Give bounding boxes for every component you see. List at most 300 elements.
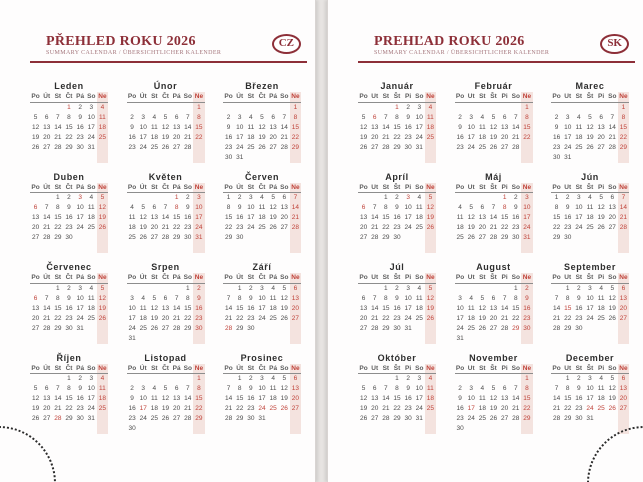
day-cell: 8 [395, 113, 399, 121]
page-subtitle-sk: SUMMARY CALENDAR / ÜBERSICHTLICHER KALENDER [374, 50, 550, 56]
day-cell: 7 [226, 294, 231, 302]
sk-month-12 [551, 352, 629, 435]
day-header-cell: Pá [76, 364, 85, 372]
day-cell [256, 243, 267, 253]
day-cell: 24 [467, 415, 475, 422]
day-cell: 6 [610, 194, 615, 201]
day-cell [138, 374, 149, 385]
day-cell [499, 102, 510, 113]
day-cell [551, 243, 562, 253]
day-cell: 6 [361, 204, 366, 211]
day-cell: 9 [67, 204, 71, 211]
day-cell: 24 [247, 224, 255, 231]
day-header-cell: Po [224, 183, 233, 191]
day-cell [425, 424, 436, 434]
sk-month-10 [358, 352, 436, 435]
day-cell: 11 [478, 395, 486, 402]
day-header-cell: Po [224, 274, 233, 282]
month-name: Únor [153, 81, 178, 91]
day-header-cell: Pi [403, 183, 414, 193]
day-cell [63, 243, 74, 253]
day-cell: 26 [586, 143, 594, 151]
day-cell [127, 283, 138, 294]
day-cell: 1 [193, 102, 204, 113]
day-cell: 10 [139, 123, 147, 131]
day-cell: 19 [359, 405, 368, 412]
day-cell: 7 [554, 294, 559, 302]
day-cell: 20 [150, 224, 158, 231]
day-cell: 28 [608, 143, 616, 151]
sk-month-4 [358, 171, 436, 254]
day-cell: 15 [552, 214, 561, 221]
day-cell: 22 [552, 224, 561, 231]
day-cell: 2 [406, 375, 410, 382]
day-cell: 12 [280, 294, 288, 302]
day-cell: 25 [98, 133, 107, 141]
day-cell: 29 [393, 143, 401, 151]
day-cell: 2 [521, 283, 532, 294]
day-cell: 30 [575, 415, 583, 422]
day-cell: 11 [150, 123, 158, 131]
day-cell: 8 [513, 294, 518, 302]
day-cell: 7 [185, 113, 190, 121]
day-cell: 14 [54, 123, 62, 131]
day-cell [425, 233, 436, 243]
day-cell: 16 [76, 123, 84, 131]
day-cell: 28 [54, 143, 62, 151]
day-cell [551, 102, 562, 113]
day-cell: 26 [280, 405, 288, 412]
day-header-cell: Ne [426, 183, 435, 191]
month-name: Jún [581, 171, 599, 182]
day-cell: 11 [425, 384, 436, 394]
day-cell [358, 102, 369, 113]
day-cell: 21 [382, 405, 390, 412]
day-cell [127, 193, 138, 204]
day-cell: 6 [271, 113, 275, 121]
day-cell: 25 [258, 224, 266, 231]
day-header-cell: Št [488, 183, 499, 193]
day-cell [403, 153, 414, 163]
day-header-cell: St [245, 364, 256, 374]
day-cell: 19 [426, 214, 435, 221]
day-cell: 10 [575, 204, 583, 211]
day-cell: 28 [619, 224, 628, 231]
day-cell: 19 [489, 133, 498, 141]
day-cell: 12 [608, 294, 616, 302]
day-header-cell: Ut [369, 92, 380, 102]
day-cell: 1 [618, 102, 629, 113]
day-cell [223, 334, 234, 344]
day-header-cell: Št [488, 364, 499, 374]
corner-perforation-arc [587, 426, 643, 482]
day-cell: 24 [258, 314, 266, 322]
day-header-cell: St [149, 364, 160, 374]
day-cell: 5 [361, 113, 366, 121]
day-cell [499, 283, 510, 294]
month-name: Apríl [385, 171, 409, 182]
day-cell: 13 [161, 304, 170, 312]
day-cell: 5 [33, 113, 38, 121]
day-cell [193, 143, 204, 153]
day-cell: 26 [98, 224, 107, 231]
day-cell: 8 [384, 204, 388, 211]
day-cell: 17 [139, 133, 147, 141]
day-cell: 24 [456, 324, 464, 332]
day-cell: 9 [226, 123, 231, 131]
day-cell: 17 [128, 314, 136, 322]
day-header-cell: So [511, 183, 520, 191]
day-cell: 5 [491, 385, 496, 392]
day-cell [488, 102, 499, 113]
day-header-cell: Ne [522, 183, 532, 191]
day-cell: 3 [417, 375, 422, 382]
day-cell: 17 [467, 405, 475, 412]
day-cell [369, 243, 380, 253]
day-cell: 10 [467, 123, 475, 131]
day-header-cell: Po [359, 274, 368, 282]
day-cell: 30 [523, 324, 531, 332]
sk-month-11 [455, 352, 533, 435]
day-cell: 17 [415, 395, 423, 402]
day-cell: 30 [195, 324, 203, 332]
day-cell: 15 [393, 123, 401, 131]
day-cell: 24 [467, 143, 475, 151]
day-cell [477, 153, 488, 163]
day-cell: 24 [523, 224, 531, 231]
day-cell [607, 324, 618, 334]
day-cell [223, 243, 234, 253]
day-cell: 13 [619, 294, 628, 302]
day-cell [466, 243, 477, 253]
day-header-cell: So [183, 183, 192, 191]
day-cell: 10 [139, 395, 147, 402]
day-cell: 2 [395, 194, 399, 201]
day-header-cell: Pá [76, 183, 85, 191]
day-cell: 14 [501, 304, 509, 312]
day-cell [182, 243, 193, 253]
day-header-cell: Út [41, 364, 52, 374]
day-cell [245, 424, 256, 434]
day-cell [562, 102, 573, 113]
day-cell: 6 [282, 194, 287, 201]
day-cell [466, 102, 477, 113]
day-cell [223, 283, 234, 294]
day-cell: 5 [97, 283, 108, 294]
day-cell: 23 [523, 314, 531, 322]
day-cell: 4 [469, 294, 474, 302]
day-cell [455, 102, 466, 113]
day-cell: 2 [67, 284, 71, 292]
day-cell: 17 [87, 123, 95, 131]
day-cell [358, 243, 369, 253]
day-cell: 17 [586, 304, 594, 312]
day-cell: 4 [89, 284, 94, 292]
day-header-cell: So [87, 183, 96, 191]
day-cell [234, 334, 245, 344]
day-cell [41, 334, 52, 344]
day-cell: 17 [575, 214, 583, 221]
day-cell: 29 [523, 415, 531, 422]
day-cell [358, 424, 369, 434]
day-cell: 24 [586, 314, 594, 322]
day-cell [149, 243, 160, 253]
day-header-cell: Čt [160, 364, 171, 374]
day-header-cell: Ut [466, 183, 477, 193]
day-cell: 20 [161, 314, 170, 322]
day-cell: 9 [458, 123, 462, 131]
day-cell: 3 [469, 113, 474, 121]
day-header-cell: Pá [172, 93, 181, 101]
day-header-cell: Čt [63, 183, 74, 193]
month-name: Březen [245, 81, 279, 91]
day-cell [160, 193, 171, 204]
month-name: Máj [485, 171, 502, 182]
day-cell [466, 283, 477, 294]
month-name: Duben [53, 171, 85, 182]
day-cell: 6 [618, 283, 629, 294]
day-cell: 7 [290, 193, 301, 204]
day-cell: 21 [161, 224, 170, 231]
day-cell: 16 [236, 214, 244, 221]
day-cell: 9 [249, 385, 253, 392]
day-cell: 28 [552, 324, 561, 332]
day-cell: 28 [489, 234, 498, 241]
day-cell: 2 [78, 375, 82, 382]
day-header-cell: St [245, 273, 256, 283]
day-cell: 30 [512, 234, 520, 241]
day-cell: 2 [458, 113, 462, 121]
day-cell: 25 [87, 314, 95, 322]
day-cell: 27 [371, 415, 379, 422]
day-cell: 27 [173, 143, 181, 151]
day-cell: 5 [152, 294, 157, 302]
day-header-cell: Pi [596, 92, 607, 102]
day-cell: 8 [67, 385, 71, 392]
day-cell: 20 [619, 395, 628, 402]
day-cell: 15 [291, 123, 300, 131]
day-header-cell: Po [31, 364, 40, 372]
day-cell [618, 233, 629, 243]
day-header-cell: So [511, 93, 520, 101]
day-cell [86, 324, 97, 334]
day-header-cell: Po [359, 364, 368, 372]
day-cell: 19 [150, 314, 158, 322]
day-header-cell: Ne [291, 93, 300, 101]
day-cell [425, 143, 436, 153]
day-cell: 27 [31, 324, 40, 332]
day-cell: 24 [139, 143, 147, 151]
day-cell: 16 [575, 304, 583, 312]
day-cell: 15 [564, 304, 572, 312]
day-cell: 30 [65, 324, 73, 332]
day-cell [358, 283, 369, 294]
day-cell: 25 [87, 224, 95, 231]
day-cell: 12 [31, 395, 40, 402]
day-cell: 20 [619, 304, 628, 312]
day-cell: 12 [597, 204, 605, 211]
day-cell [358, 153, 369, 163]
day-cell: 14 [552, 304, 561, 312]
day-cell: 29 [382, 324, 390, 332]
day-header-cell: So [183, 364, 192, 372]
day-cell: 24 [87, 405, 95, 412]
day-header-cell: Pi [403, 92, 414, 102]
day-header-cell: Pi [596, 183, 607, 193]
day-cell: 24 [415, 133, 423, 141]
day-cell: 19 [269, 214, 277, 221]
day-header-cell: Št [584, 273, 595, 283]
day-cell [391, 334, 402, 344]
day-cell [488, 424, 499, 434]
day-cell: 18 [258, 214, 266, 221]
day-cell [97, 233, 108, 243]
day-cell: 28 [382, 415, 390, 422]
day-cell: 8 [56, 294, 60, 302]
day-cell: 16 [512, 214, 520, 221]
day-cell [279, 334, 290, 344]
day-header-cell: St [149, 183, 160, 193]
day-cell: 29 [54, 324, 62, 332]
day-cell: 15 [564, 395, 572, 402]
day-cell: 16 [523, 304, 531, 312]
day-cell [425, 414, 436, 424]
day-cell: 15 [512, 304, 520, 312]
day-cell: 17 [586, 395, 594, 402]
day-cell [369, 283, 380, 294]
day-cell: 18 [415, 214, 423, 221]
day-cell: 1 [226, 194, 231, 201]
day-cell [160, 102, 171, 113]
day-header-cell: Št [391, 273, 402, 283]
day-cell: 6 [33, 204, 38, 211]
day-cell [160, 334, 171, 344]
day-cell: 12 [98, 204, 107, 211]
day-cell: 6 [502, 385, 507, 392]
day-cell [499, 334, 510, 344]
day-cell: 3 [130, 294, 134, 302]
day-cell: 28 [54, 415, 62, 422]
day-cell: 7 [491, 204, 496, 211]
day-cell [551, 424, 562, 434]
day-cell: 5 [469, 204, 474, 211]
day-cell: 16 [404, 123, 412, 131]
day-cell: 4 [480, 385, 485, 392]
day-cell: 10 [586, 294, 594, 302]
day-cell: 23 [224, 143, 233, 151]
day-header-cell: Pá [269, 183, 278, 191]
day-cell: 21 [382, 133, 390, 141]
day-cell [193, 243, 204, 253]
day-header-cell: Po [224, 93, 233, 101]
day-header-cell: So [183, 274, 192, 282]
day-cell: 27 [173, 415, 181, 422]
day-cell [584, 324, 595, 334]
day-cell: 4 [577, 113, 581, 121]
day-cell [455, 193, 466, 204]
day-header-cell: Pi [499, 183, 510, 193]
day-cell: 10 [456, 304, 464, 312]
day-cell: 29 [382, 234, 390, 241]
day-cell: 12 [478, 304, 486, 312]
day-header-cell: Čt [160, 273, 171, 283]
cz-month-8 [127, 261, 205, 344]
day-cell: 27 [619, 314, 628, 322]
day-cell: 25 [597, 314, 605, 322]
day-cell: 25 [456, 234, 464, 241]
day-cell [97, 143, 108, 153]
day-header-cell: Ne [291, 183, 300, 191]
day-cell: 19 [597, 214, 605, 221]
month-name: September [564, 262, 616, 272]
day-header-cell: Ut [562, 273, 573, 283]
day-cell: 13 [31, 214, 40, 221]
day-cell: 21 [43, 224, 51, 231]
day-cell: 19 [489, 405, 498, 412]
day-header-cell: St [52, 92, 63, 102]
day-cell: 6 [44, 113, 49, 121]
day-cell: 10 [404, 204, 412, 211]
day-cell [193, 153, 204, 163]
day-cell [521, 334, 532, 344]
day-cell: 22 [512, 314, 520, 322]
day-cell: 22 [195, 405, 203, 412]
day-cell: 29 [65, 143, 73, 151]
day-cell: 13 [150, 214, 158, 221]
day-cell: 8 [502, 204, 507, 211]
day-cell: 31 [564, 153, 572, 161]
day-cell: 29 [236, 324, 244, 332]
day-cell [499, 153, 510, 163]
day-cell: 18 [478, 405, 486, 412]
day-cell: 29 [393, 415, 401, 422]
day-cell [551, 334, 562, 344]
day-cell [477, 102, 488, 113]
day-cell [138, 243, 149, 253]
day-cell: 17 [87, 395, 95, 402]
day-header-cell: Út [138, 92, 149, 102]
day-cell: 25 [478, 143, 486, 151]
day-cell: 7 [174, 294, 179, 302]
day-cell [256, 334, 267, 344]
day-cell: 27 [280, 224, 288, 231]
day-cell: 5 [271, 194, 275, 201]
day-cell: 23 [247, 405, 255, 412]
month-name: Srpen [151, 262, 180, 272]
day-cell [488, 243, 499, 253]
header-sk [358, 34, 635, 63]
day-cell [52, 334, 63, 344]
day-cell: 11 [247, 123, 255, 131]
day-cell: 26 [597, 224, 605, 231]
day-cell: 26 [258, 143, 266, 151]
day-cell [477, 374, 488, 385]
day-header-cell: Čt [160, 183, 171, 193]
day-cell: 19 [31, 133, 40, 141]
day-cell: 20 [489, 314, 498, 322]
day-header-cell: Ne [194, 274, 204, 282]
day-cell: 20 [43, 133, 51, 141]
day-cell [596, 153, 607, 163]
day-header-cell: Po [552, 364, 561, 372]
day-cell [86, 424, 97, 434]
day-cell: 4 [425, 102, 436, 113]
day-cell [256, 424, 267, 434]
day-cell: 16 [247, 304, 255, 312]
day-cell: 1 [174, 194, 179, 201]
day-cell [414, 243, 425, 253]
day-cell [455, 283, 466, 294]
